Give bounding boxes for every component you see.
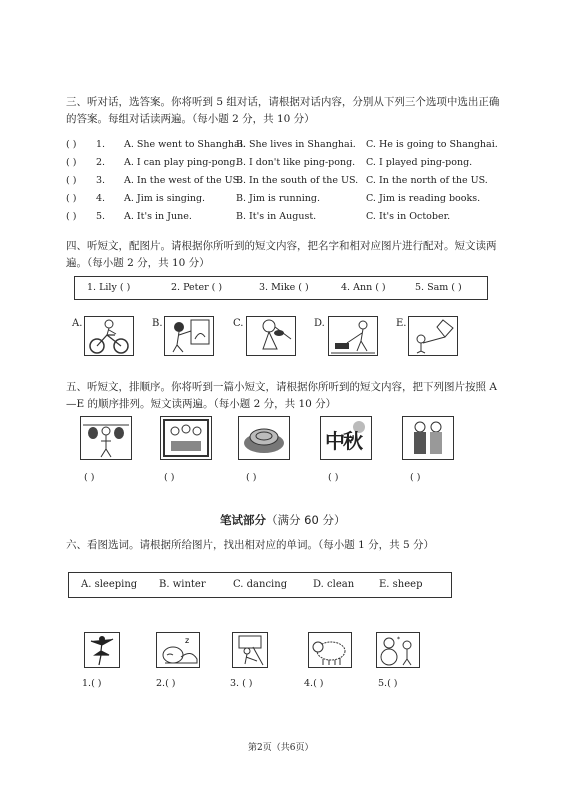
word-winter: B. winter	[159, 579, 206, 590]
order-paren-1[interactable]: ( )	[84, 472, 95, 483]
answer-5[interactable]: 5.( )	[378, 678, 398, 689]
section5-heading: 五、听短文，排顺序。你将听到一篇小短文，请根据你所听到的短文内容，把下列图片按照 A—E 的顺序排列。短文读两遍。（每小题 2 分，共 10 分）	[66, 381, 497, 410]
sheep-picture	[308, 632, 352, 668]
question-number: 3.	[96, 175, 106, 186]
kite-picture	[408, 316, 458, 356]
picture-label-a: A.	[72, 318, 83, 329]
people-icon	[403, 417, 453, 459]
svg-text:z: z	[185, 636, 190, 645]
cyclist-picture	[84, 316, 134, 356]
sheep-icon	[309, 633, 351, 667]
order-paren-3[interactable]: ( )	[246, 472, 257, 483]
written-title-bold: 笔试部分	[220, 513, 266, 527]
name-ann[interactable]: 4. Ann ( )	[341, 282, 386, 293]
picture-label-d: D.	[314, 318, 325, 329]
answer-paren[interactable]: ( )	[66, 139, 77, 150]
answer-3[interactable]: 3. ( )	[230, 678, 253, 689]
mooncake-picture	[238, 416, 290, 460]
question-number: 2.	[96, 157, 106, 168]
violin-picture	[246, 316, 296, 356]
bicycle-icon	[85, 317, 133, 355]
svg-text:*: *	[397, 636, 400, 643]
answer-paren[interactable]: ( )	[66, 157, 77, 168]
mower-icon	[329, 317, 377, 355]
names-box	[74, 276, 488, 300]
violin-icon	[247, 317, 295, 355]
option-b: B. In the south of the US.	[236, 175, 359, 186]
option-b: B. Jim is running.	[236, 193, 320, 204]
lawn-mowing-picture	[328, 316, 378, 356]
page-number: 第2页（共6页）	[248, 743, 314, 753]
picture-label-b: B.	[152, 318, 163, 329]
easel-icon	[165, 317, 213, 355]
picture-label-c: C.	[233, 318, 244, 329]
calligraphy-text: 中秋	[325, 429, 361, 453]
section3-heading: 三、听对话，选答案。你将听到 5 组对话，请根据对话内容，分别从下列三个选项中选出正确的答案。每组对话读两遍。（每小题 2 分，共 10 分）	[66, 96, 500, 125]
option-c: C. In the north of the US.	[366, 175, 488, 186]
mid-autumn-calligraphy-picture	[320, 416, 372, 460]
option-c: C. Jim is reading books.	[366, 193, 481, 204]
option-c: C. It's in October.	[366, 211, 451, 222]
answer-2[interactable]: 2.( )	[156, 678, 176, 689]
picture-label-e: E.	[396, 318, 407, 329]
question-number: 1.	[96, 139, 106, 150]
winter-picture	[376, 632, 420, 668]
dancer-picture	[84, 632, 120, 668]
snowman-icon	[377, 633, 419, 667]
sleeping-child-icon	[157, 633, 199, 667]
option-a: A. I can play ping-pong.	[124, 157, 239, 168]
written-title-score: （满分 60 分）	[266, 513, 346, 527]
name-lily[interactable]: 1. Lily ( )	[87, 282, 131, 293]
word-sheep: E. sheep	[379, 579, 423, 590]
word-clean: D. clean	[313, 579, 355, 590]
answer-paren[interactable]: ( )	[66, 175, 77, 186]
answer-1[interactable]: 1.( )	[82, 678, 102, 689]
answer-4[interactable]: 4.( )	[304, 678, 324, 689]
option-a: A. She went to Shanghai.	[124, 139, 246, 150]
kite-icon	[409, 317, 457, 355]
word-dancing: C. dancing	[233, 579, 288, 590]
answer-paren[interactable]: ( )	[66, 193, 77, 204]
visiting-grandparents-picture	[402, 416, 454, 460]
answer-paren[interactable]: ( )	[66, 211, 77, 222]
name-sam[interactable]: 5. Sam ( )	[415, 282, 462, 293]
family-picture	[160, 416, 212, 460]
option-c: C. I played ping-pong.	[366, 157, 473, 168]
order-paren-4[interactable]: ( )	[328, 472, 339, 483]
option-b: B. She lives in Shanghai.	[236, 139, 356, 150]
cleaning-picture	[232, 632, 268, 668]
question-number: 4.	[96, 193, 106, 204]
sleeping-picture	[156, 632, 200, 668]
lanterns-picture	[80, 416, 132, 460]
painting-picture	[164, 316, 214, 356]
word-sleeping: A. sleeping	[81, 579, 138, 590]
section4-heading: 四、听短文，配图片。请根据你所听到的短文内容，把名字和相对应图片进行配对。短文读两遍。（每小题 2 分，共 10 分）	[66, 240, 497, 269]
question-number: 5.	[96, 211, 106, 222]
lantern-icon	[81, 417, 131, 459]
family-icon	[161, 417, 211, 459]
name-peter[interactable]: 2. Peter ( )	[171, 282, 223, 293]
option-b: B. I don't like ping-pong.	[236, 157, 356, 168]
broom-icon	[233, 633, 267, 667]
option-b: B. It's in August.	[236, 211, 317, 222]
written-part-title	[220, 512, 345, 528]
order-paren-5[interactable]: ( )	[410, 472, 421, 483]
option-a: A. Jim is singing.	[124, 193, 206, 204]
option-a: A. It's in June.	[124, 211, 192, 222]
option-c: C. He is going to Shanghai.	[366, 139, 498, 150]
section6-heading: 六、看图选词。请根据所给图片，找出相对应的单词。（每小题 1 分，共 5 分）	[66, 539, 434, 551]
option-a: A. In the west of the US.	[124, 175, 242, 186]
order-paren-2[interactable]: ( )	[164, 472, 175, 483]
ballerina-icon	[85, 633, 119, 667]
mooncake-icon	[239, 417, 289, 459]
name-mike[interactable]: 3. Mike ( )	[259, 282, 309, 293]
word-bank-box	[68, 572, 452, 598]
